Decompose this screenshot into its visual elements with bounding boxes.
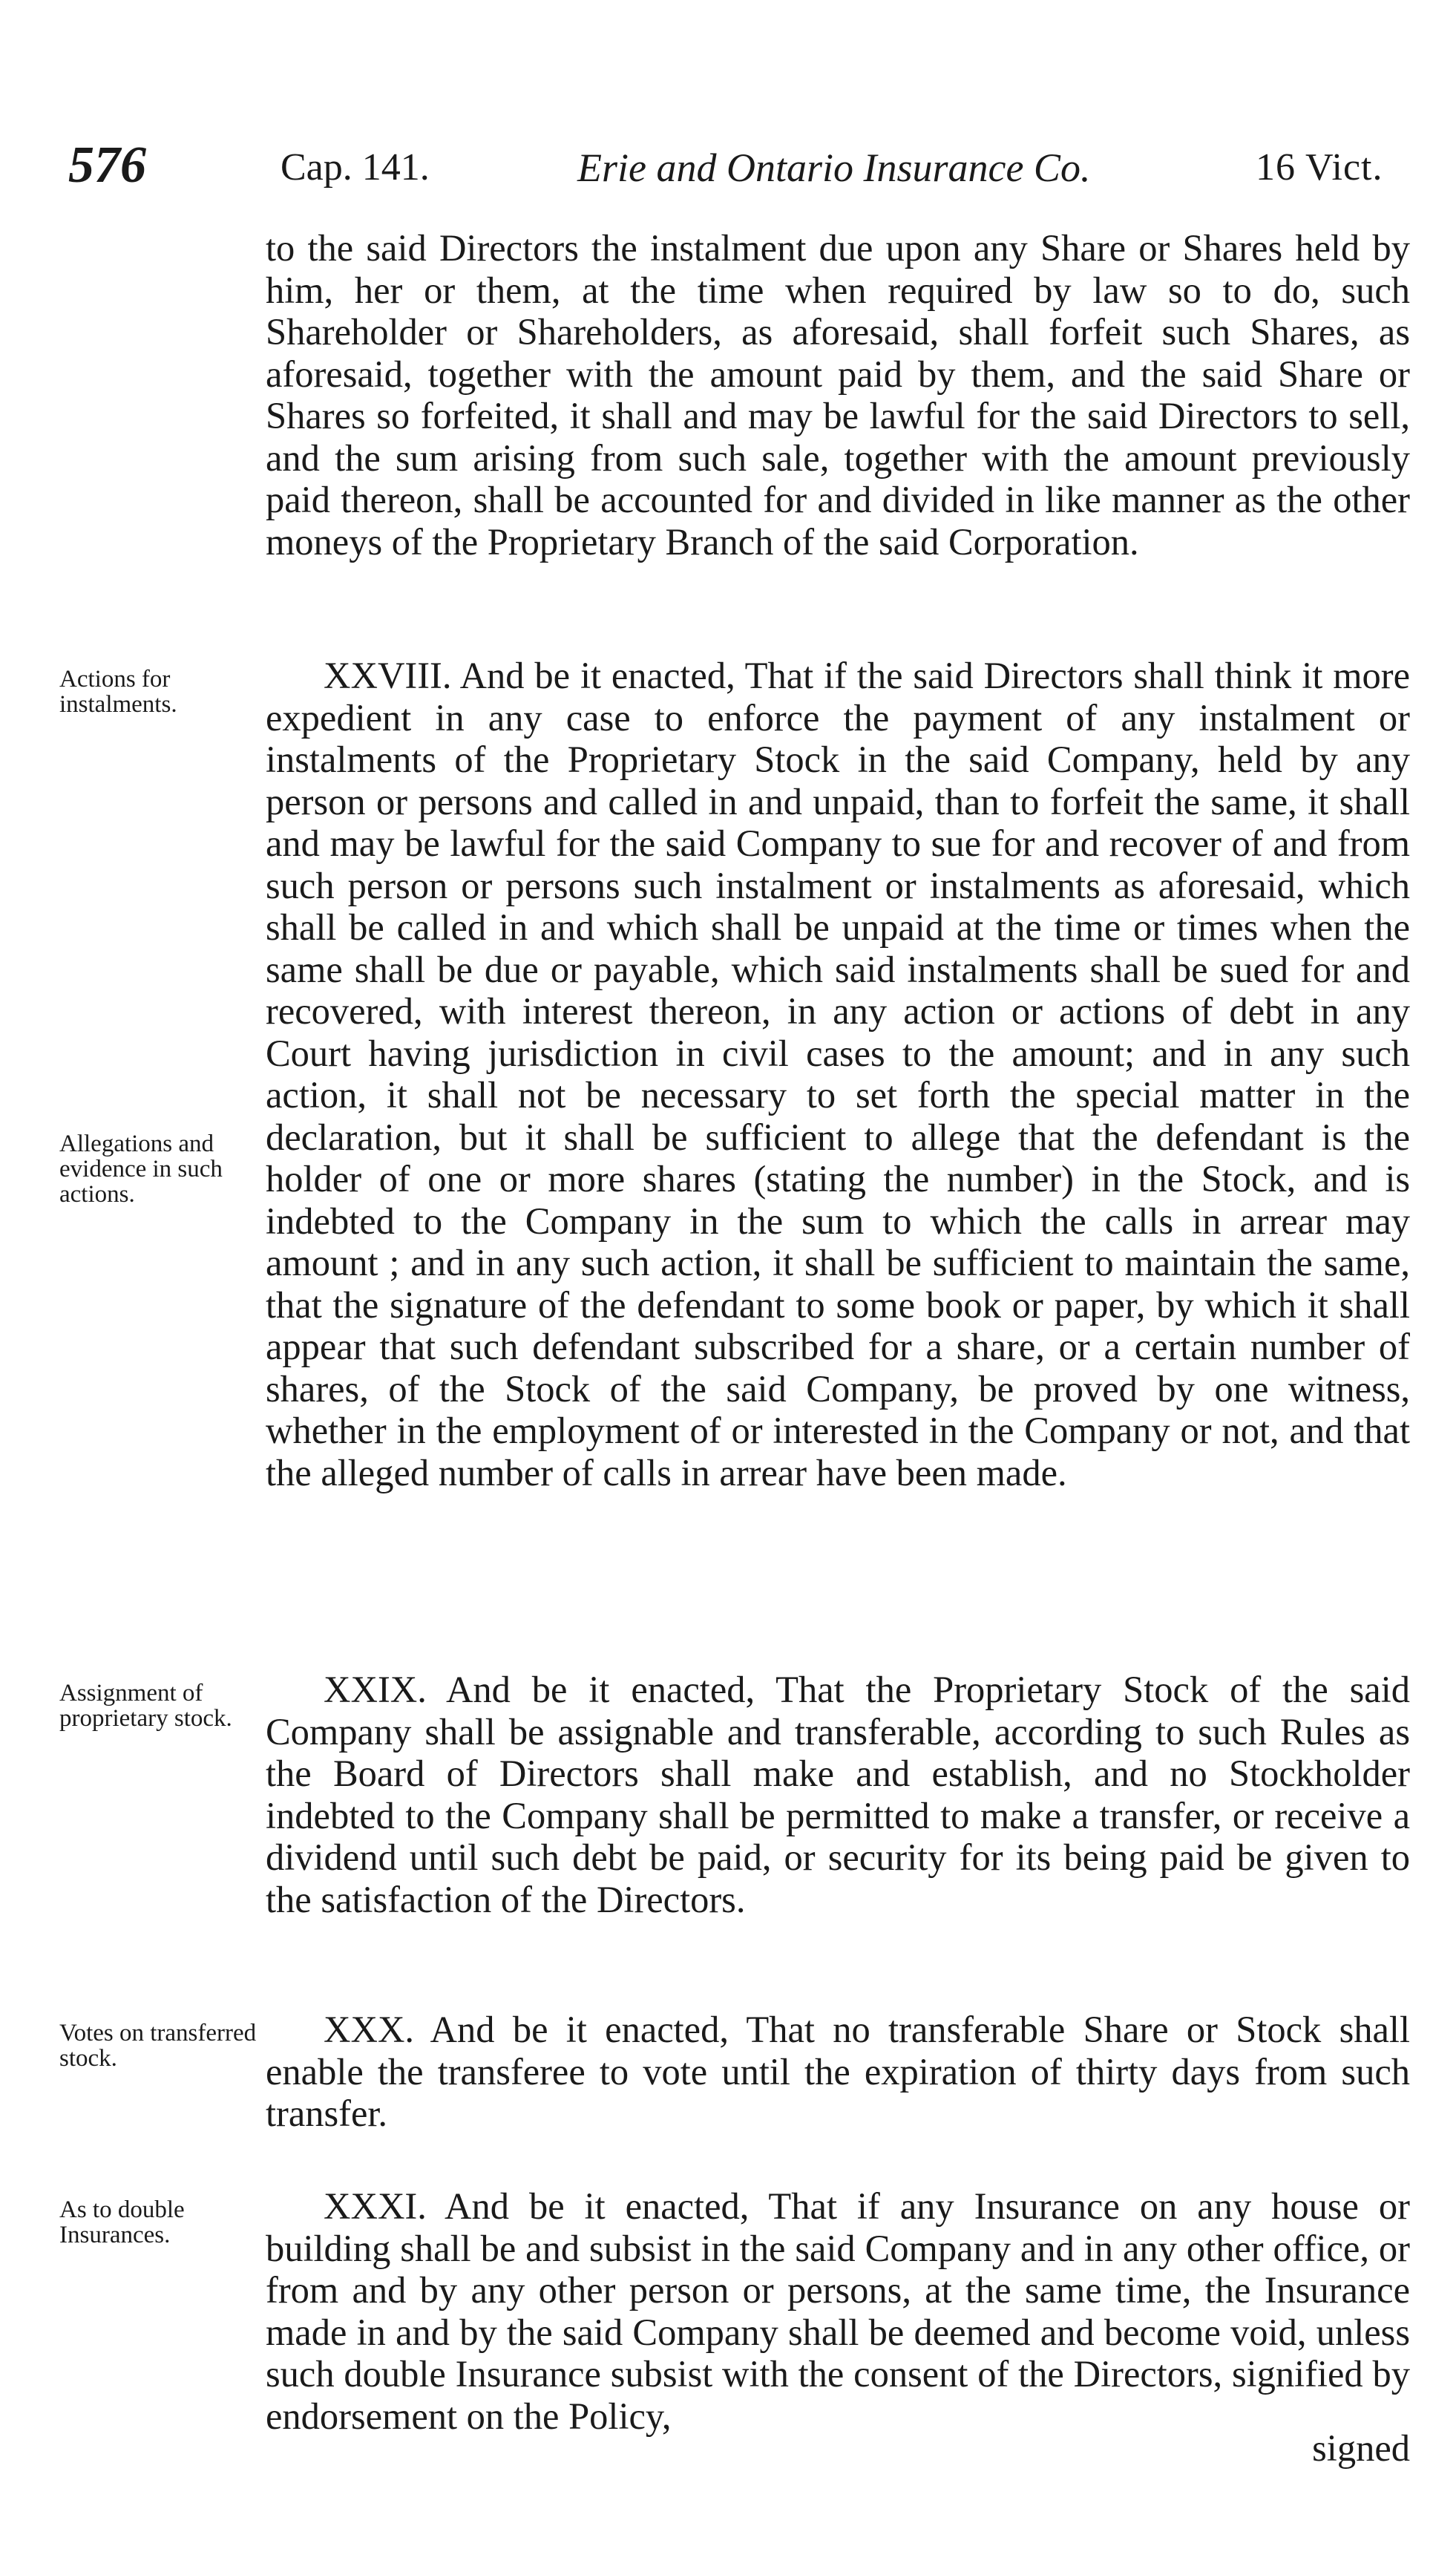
margin-note-votes: Votes on transferred stock.	[59, 2020, 257, 2072]
catchword: signed	[1312, 2427, 1410, 2469]
paragraph-continuation: to the said Directors the instalment due upon any Share or Shares held by him, her or them, at the time when required by law so to do, such Shareholder or Shareholders, as aforesaid, shall forfeit such Shares, as aforesaid, together with the amount paid by them, and the said Share or Shares so forfeited, it shall and may be lawful for the said Directors to sell, and the sum arising from such sale, together with the amount previously paid thereon, shall be accounted for and divided in like manner as the other moneys of the Proprietary Branch of the said Corporation.	[266, 227, 1410, 563]
margin-note-actions: Actions for instalments.	[59, 666, 177, 718]
section-31: XXXI. And be it enacted, That if any Insurance on any house or building shall be and subsist in the said Company and in any other office, or from and by any other person or persons, at the same time, the Insurance made in and by the said Company shall be deemed and become void, unless such double Insurance subsist with the consent of the Directors, signified by endorsement on the Policy,	[266, 2185, 1410, 2437]
running-header	[0, 132, 1456, 199]
margin-note-allegations: Allegations and evidence in such actions.	[59, 1131, 223, 1208]
regnal-year: 16 Vict.	[1256, 146, 1383, 189]
section-30: XXX. And be it enacted, That no transferable Share or Stock shall enable the transferee to vote until the expiration of thirty days from such transfer.	[266, 2009, 1410, 2134]
chapter-number: Cap. 141.	[281, 146, 430, 189]
section-28: XXVIII. And be it enacted, That if the said Directors shall think it more expedient in any case to enforce the payment of any instalment or instalments of the Proprietary Stock in the said Company, held by any person or persons and called in and unpaid, than to forfeit the same, it shall and may be lawful for the said Company to sue for and recover of and from such person or persons such instalment or instalments as aforesaid, which shall be called in and which shall be unpaid at the time or times when the same shall be due or payable, which said instalments shall be sued for and recovered, with interest thereon, in any action or actions of debt in any Court having jurisdiction in civil cases to the amount; and in any such action, it shall not be necessary to set forth the special matter in the declaration, but it shall be sufficient to allege that the defendant is the holder of one or more shares (stating the number) in the Stock, and is indebted to the Company in the sum to which the calls in arrear may amount ; and in any such action, it shall be sufficient to maintain the same, that the signature of the defendant to some book or paper, by which it shall appear that such defendant subscribed for a share, or a certain number of shares, of the Stock of the said Company, be proved by one witness, whether in the employment of or interested in the Company or not, and that the alleged number of calls in arrear have been made.	[266, 655, 1410, 1493]
page-number: 576	[68, 137, 146, 194]
margin-note-double-insurance: As to double Insurances.	[59, 2196, 185, 2248]
act-title: Erie and Ontario Insurance Co.	[577, 145, 1091, 190]
margin-note-assignment: Assignment of proprietary stock.	[59, 1680, 232, 1732]
section-29: XXIX. And be it enacted, That the Proprietary Stock of the said Company shall be assignable and transferable, according to such Rules as the Board of Directors shall make and establish, and no Stockholder indebted to the Company shall be permitted to make a transfer, or receive a dividend until such debt be paid, or security for its being paid be given to the satisfaction of the Directors.	[266, 1669, 1410, 1920]
